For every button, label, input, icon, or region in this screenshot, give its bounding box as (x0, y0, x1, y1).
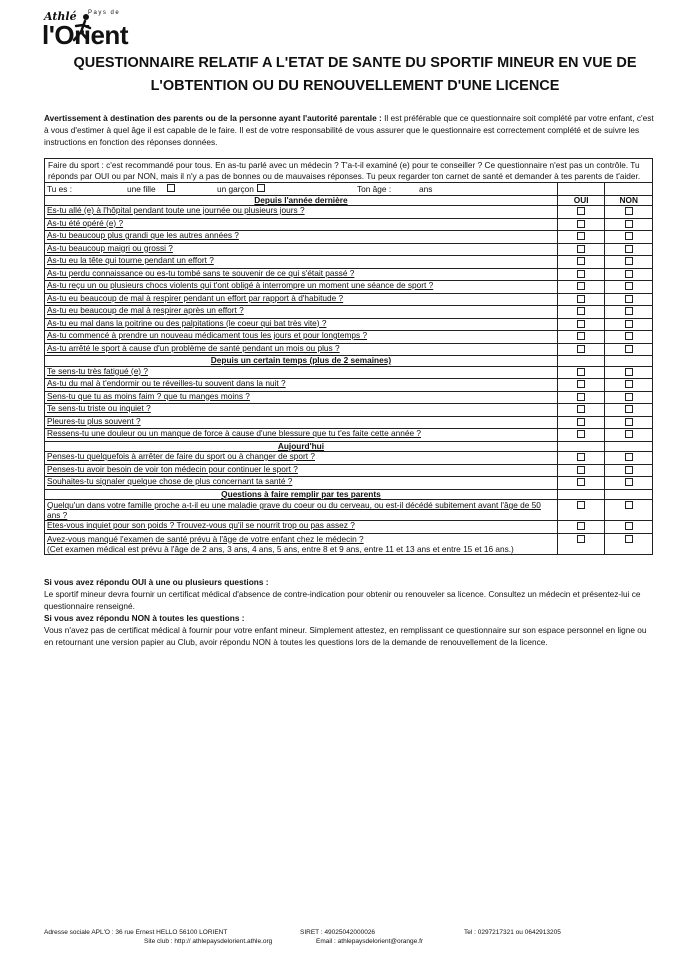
non-cell (605, 318, 653, 331)
oui-cell (557, 331, 605, 344)
question-row (45, 268, 653, 281)
non-cell (605, 521, 653, 534)
question-row (45, 391, 653, 404)
non-cell (605, 331, 653, 344)
question-text: As-tu reçu un ou plusieurs chocs violents qui t'ont obligé à interrompre un moment une séance de sport ? (45, 281, 558, 294)
oui-checkbox[interactable] (577, 393, 585, 401)
non-cell (605, 256, 653, 269)
page-title-line-1: QUESTIONNAIRE RELATIF A L'ETAT DE SANTE DU SPORTIF MINEUR EN VUE DE (73, 55, 637, 71)
question-label: Avez-vous manqué l'examen de santé prévu à l'âge de votre enfant chez le médecin ? (47, 533, 364, 544)
non-cell (605, 231, 653, 244)
non-cell (605, 366, 653, 379)
section-title: Aujourd'hui (45, 441, 558, 452)
non-cell (605, 500, 653, 521)
question-text: As-tu eu beaucoup de mal à respirer après un effort ? (45, 306, 558, 319)
oui-result-text: Le sportif mineur devra fournir un certificat médical d'absence de contre-indication pour obtenir ou renouveler sa licence. Consultez un médecin et présentez-lui ce questionnaire renseigné. (44, 589, 641, 611)
parent-warning (44, 112, 656, 148)
question-row (45, 464, 653, 477)
identity-non-cell (605, 183, 653, 196)
question-text: As-tu eu la tête qui tourne pendant un effort ? (45, 256, 558, 269)
question-text: As-tu arrêté le sport à cause d'un problème de santé pendant un mois ou plus ? (45, 343, 558, 356)
question-row (45, 318, 653, 331)
question-row (45, 281, 653, 294)
logo-wordmark: l'Orient (42, 20, 128, 50)
non-checkbox[interactable] (625, 453, 633, 461)
non-checkbox[interactable] (625, 430, 633, 438)
footer-siret: SIRET : 49025042000026 (300, 929, 376, 936)
question-text: Te sens-tu triste ou inquiet ? (45, 404, 558, 417)
exam-ages-note: (Cet examen médical est prévu à l'âge de 2 ans, 3 ans, 4 ans, 5 ans, entre 8 et 9 ans, entre 11 et 13 ans et entre 15 et 16 ans.) (47, 543, 514, 554)
section-title: Questions à faire remplir par tes parents (45, 489, 558, 500)
empty-cell (557, 489, 605, 500)
non-checkbox[interactable] (625, 522, 633, 530)
oui-cell (557, 416, 605, 429)
question-text: As-tu beaucoup plus grandi que les autres années ? (45, 231, 558, 244)
question-row (45, 331, 653, 344)
non-checkbox[interactable] (625, 345, 633, 353)
question-text: Quelqu'un dans votre famille proche a-t-il eu une maladie grave du coeur ou du cerveau, ou est-il décédé subitement avant l'âge de 50 ans ? (45, 500, 558, 521)
question-text: Es-tu allé (e) à l'hôpital pendant toute une journée ou plusieurs jours ? (45, 206, 558, 219)
oui-checkbox[interactable] (577, 270, 585, 278)
question-row (45, 429, 653, 442)
question-row (45, 343, 653, 356)
oui-checkbox[interactable] (577, 453, 585, 461)
non-cell (605, 268, 653, 281)
oui-checkbox[interactable] (577, 220, 585, 228)
question-row (45, 452, 653, 465)
non-checkbox[interactable] (625, 295, 633, 303)
section-title: Depuis l'année dernière (45, 195, 558, 206)
empty-cell (557, 356, 605, 367)
non-checkbox[interactable] (625, 501, 633, 509)
oui-checkbox[interactable] (577, 535, 585, 543)
non-cell (605, 391, 653, 404)
non-cell (605, 343, 653, 356)
non-checkbox[interactable] (625, 478, 633, 486)
oui-cell (557, 293, 605, 306)
fille-label: une fille (127, 184, 156, 194)
question-row (45, 243, 653, 256)
oui-cell (557, 231, 605, 244)
question-row (45, 256, 653, 269)
question-text: Souhaites-tu signaler quelque chose de plus concernant ta santé ? (45, 477, 558, 490)
non-checkbox[interactable] (625, 307, 633, 315)
non-result-heading: Si vous avez répondu NON à toutes les questions : (44, 613, 245, 623)
question-text: As-tu eu beaucoup de mal à respirer pendant un effort par rapport à d'habitude ? (45, 293, 558, 306)
question-text (45, 533, 558, 554)
non-checkbox[interactable] (625, 466, 633, 474)
oui-cell (557, 268, 605, 281)
oui-cell (557, 281, 605, 294)
footer-tel: Tel : 0297217321 ou 0642913205 (464, 929, 561, 936)
identity-row (45, 183, 558, 196)
question-row (45, 533, 653, 554)
club-logo (40, 8, 200, 52)
fille-checkbox[interactable] (167, 184, 175, 192)
oui-cell (557, 533, 605, 554)
non-checkbox[interactable] (625, 232, 633, 240)
oui-cell (557, 452, 605, 465)
non-result-text: Vous n'avez pas de certificat médical à fournir pour votre enfant mineur. Simplement attestez, en remplissant ce questionnaire sur son espace personnel en ligne ou en retournant une version papier au Club, avoir répondu NON à toutes les questions lors de la demande de renouvellement de la licence. (44, 625, 647, 647)
non-column-header: NON (605, 195, 653, 206)
non-cell (605, 429, 653, 442)
non-checkbox[interactable] (625, 380, 633, 388)
non-cell (605, 477, 653, 490)
warning-text: Il est préférable que ce questionnaire soit complété par votre enfant, c'est à vous d'estimer à quel âge il est capable de le faire. Il est de votre responsabilité de vous assurer que le questionnaire est correctement complété et de suivre les instructions en fonction des réponses données. (44, 113, 654, 147)
oui-column-header: OUI (557, 195, 605, 206)
results-instructions (44, 576, 656, 648)
section-title: Depuis un certain temps (plus de 2 semaines) (45, 356, 558, 367)
section-header-row (45, 441, 653, 452)
oui-cell (557, 243, 605, 256)
question-row (45, 293, 653, 306)
question-text: As-tu eu mal dans la poitrine ou des palpitations (le coeur qui bat très vite) ? (45, 318, 558, 331)
non-cell (605, 464, 653, 477)
logo-athle-text: Athlé (44, 10, 77, 23)
oui-cell (557, 477, 605, 490)
age-label: Ton âge : (357, 184, 392, 194)
tu-es-label: Tu es : (47, 184, 73, 194)
oui-checkbox[interactable] (577, 207, 585, 215)
question-text: Sens-tu que tu as moins faim ? que tu manges moins ? (45, 391, 558, 404)
question-row (45, 231, 653, 244)
question-row (45, 404, 653, 417)
oui-checkbox[interactable] (577, 478, 585, 486)
oui-checkbox[interactable] (577, 345, 585, 353)
footer-address: Adresse sociale APL'O : 36 rue Ernest HELLO 56100 LORIENT (44, 929, 228, 936)
oui-cell (557, 404, 605, 417)
non-checkbox[interactable] (625, 282, 633, 290)
section-header-row (45, 489, 653, 500)
oui-checkbox[interactable] (577, 501, 585, 509)
oui-cell (557, 521, 605, 534)
non-checkbox[interactable] (625, 320, 633, 328)
non-cell (605, 243, 653, 256)
garcon-checkbox[interactable] (257, 184, 265, 192)
oui-checkbox[interactable] (577, 245, 585, 253)
oui-checkbox[interactable] (577, 418, 585, 426)
footer-site: Site club : http:// athlepaysdelorient.athle.org (144, 938, 273, 945)
non-cell (605, 404, 653, 417)
section-header-row (45, 195, 653, 206)
empty-cell (605, 489, 653, 500)
non-checkbox[interactable] (625, 535, 633, 543)
question-row (45, 306, 653, 319)
question-row (45, 206, 653, 219)
question-text: Penses-tu quelquefois à arrêter de faire du sport ou à changer de sport ? (45, 452, 558, 465)
non-cell (605, 452, 653, 465)
oui-checkbox[interactable] (577, 282, 585, 290)
non-cell (605, 293, 653, 306)
question-text: Pleures-tu plus souvent ? (45, 416, 558, 429)
oui-checkbox[interactable] (577, 320, 585, 328)
empty-cell (557, 441, 605, 452)
non-checkbox[interactable] (625, 405, 633, 413)
non-checkbox[interactable] (625, 393, 633, 401)
question-text: As-tu commencé à prendre un nouveau médicament tous les jours et pour longtemps ? (45, 331, 558, 344)
oui-checkbox[interactable] (577, 380, 585, 388)
oui-cell (557, 318, 605, 331)
oui-checkbox[interactable] (577, 232, 585, 240)
oui-checkbox[interactable] (577, 332, 585, 340)
oui-cell (557, 206, 605, 219)
oui-checkbox[interactable] (577, 522, 585, 530)
non-checkbox[interactable] (625, 368, 633, 376)
oui-cell (557, 218, 605, 231)
question-text: Etes-vous inquiet pour son poids ? Trouvez-vous qu'il se nourrit trop ou pas assez ? (45, 521, 558, 534)
question-row (45, 218, 653, 231)
questionnaire-table (44, 158, 653, 555)
oui-cell (557, 343, 605, 356)
question-row (45, 521, 653, 534)
oui-cell (557, 366, 605, 379)
question-row (45, 366, 653, 379)
section-header-row (45, 356, 653, 367)
non-cell (605, 281, 653, 294)
non-cell (605, 218, 653, 231)
oui-checkbox[interactable] (577, 295, 585, 303)
oui-checkbox[interactable] (577, 307, 585, 315)
question-text: Te sens-tu très fatigué (e) ? (45, 366, 558, 379)
age-unit-label: ans (419, 184, 433, 194)
non-checkbox[interactable] (625, 220, 633, 228)
non-checkbox[interactable] (625, 207, 633, 215)
logo-pays-text: Pays de (88, 10, 121, 16)
oui-cell (557, 306, 605, 319)
question-text: As-tu du mal à t'endormir ou te réveilles-tu souvent dans la nuit ? (45, 379, 558, 392)
oui-cell (557, 379, 605, 392)
oui-cell (557, 429, 605, 442)
non-cell (605, 379, 653, 392)
oui-checkbox[interactable] (577, 430, 585, 438)
empty-cell (605, 356, 653, 367)
warning-heading: Avertissement à destination des parents ou de la personne ayant l'autorité parentale : (44, 113, 382, 123)
non-checkbox[interactable] (625, 270, 633, 278)
oui-cell (557, 464, 605, 477)
oui-checkbox[interactable] (577, 466, 585, 474)
question-row (45, 500, 653, 521)
question-text: Penses-tu avoir besoin de voir ton médecin pour continuer le sport ? (45, 464, 558, 477)
question-row (45, 416, 653, 429)
oui-checkbox[interactable] (577, 405, 585, 413)
empty-cell (605, 441, 653, 452)
non-cell (605, 533, 653, 554)
oui-cell (557, 500, 605, 521)
identity-oui-cell (557, 183, 605, 196)
question-text: As-tu beaucoup maigri ou grossi ? (45, 243, 558, 256)
footer-email: Email : athlepaysdelorient@orange.fr (316, 938, 424, 945)
non-checkbox[interactable] (625, 418, 633, 426)
oui-result-heading: Si vous avez répondu OUI à une ou plusieurs questions : (44, 577, 269, 587)
non-cell (605, 306, 653, 319)
question-text: As-tu perdu connaissance ou es-tu tombé sans te souvenir de ce qui s'était passé ? (45, 268, 558, 281)
non-cell (605, 206, 653, 219)
question-row (45, 379, 653, 392)
oui-checkbox[interactable] (577, 368, 585, 376)
oui-checkbox[interactable] (577, 257, 585, 265)
intro-text: Faire du sport : c'est recommandé pour tous. En as-tu parlé avec un médecin ? T'a-t-il examiné (e) pour te conseiller ? Ce questionnaire n'est pas un contrôle. Tu réponds par OUI ou par NON, mais il n'y a pas de bonnes ou de mauvaises réponses. Tu peux regarder ton carnet de santé et demander à tes parents de t'aider. (45, 159, 653, 183)
non-checkbox[interactable] (625, 332, 633, 340)
garcon-label: un garçon (217, 184, 254, 194)
non-checkbox[interactable] (625, 257, 633, 265)
question-text: As-tu été opéré (e) ? (45, 218, 558, 231)
page-title-line-2: L'OBTENTION OU DU RENOUVELLEMENT D'UNE LICENCE (150, 78, 560, 94)
oui-cell (557, 256, 605, 269)
question-text: Ressens-tu une douleur ou un manque de force à cause d'une blessure que tu t'es faite cette année ? (45, 429, 558, 442)
non-cell (605, 416, 653, 429)
oui-cell (557, 391, 605, 404)
non-checkbox[interactable] (625, 245, 633, 253)
question-row (45, 477, 653, 490)
